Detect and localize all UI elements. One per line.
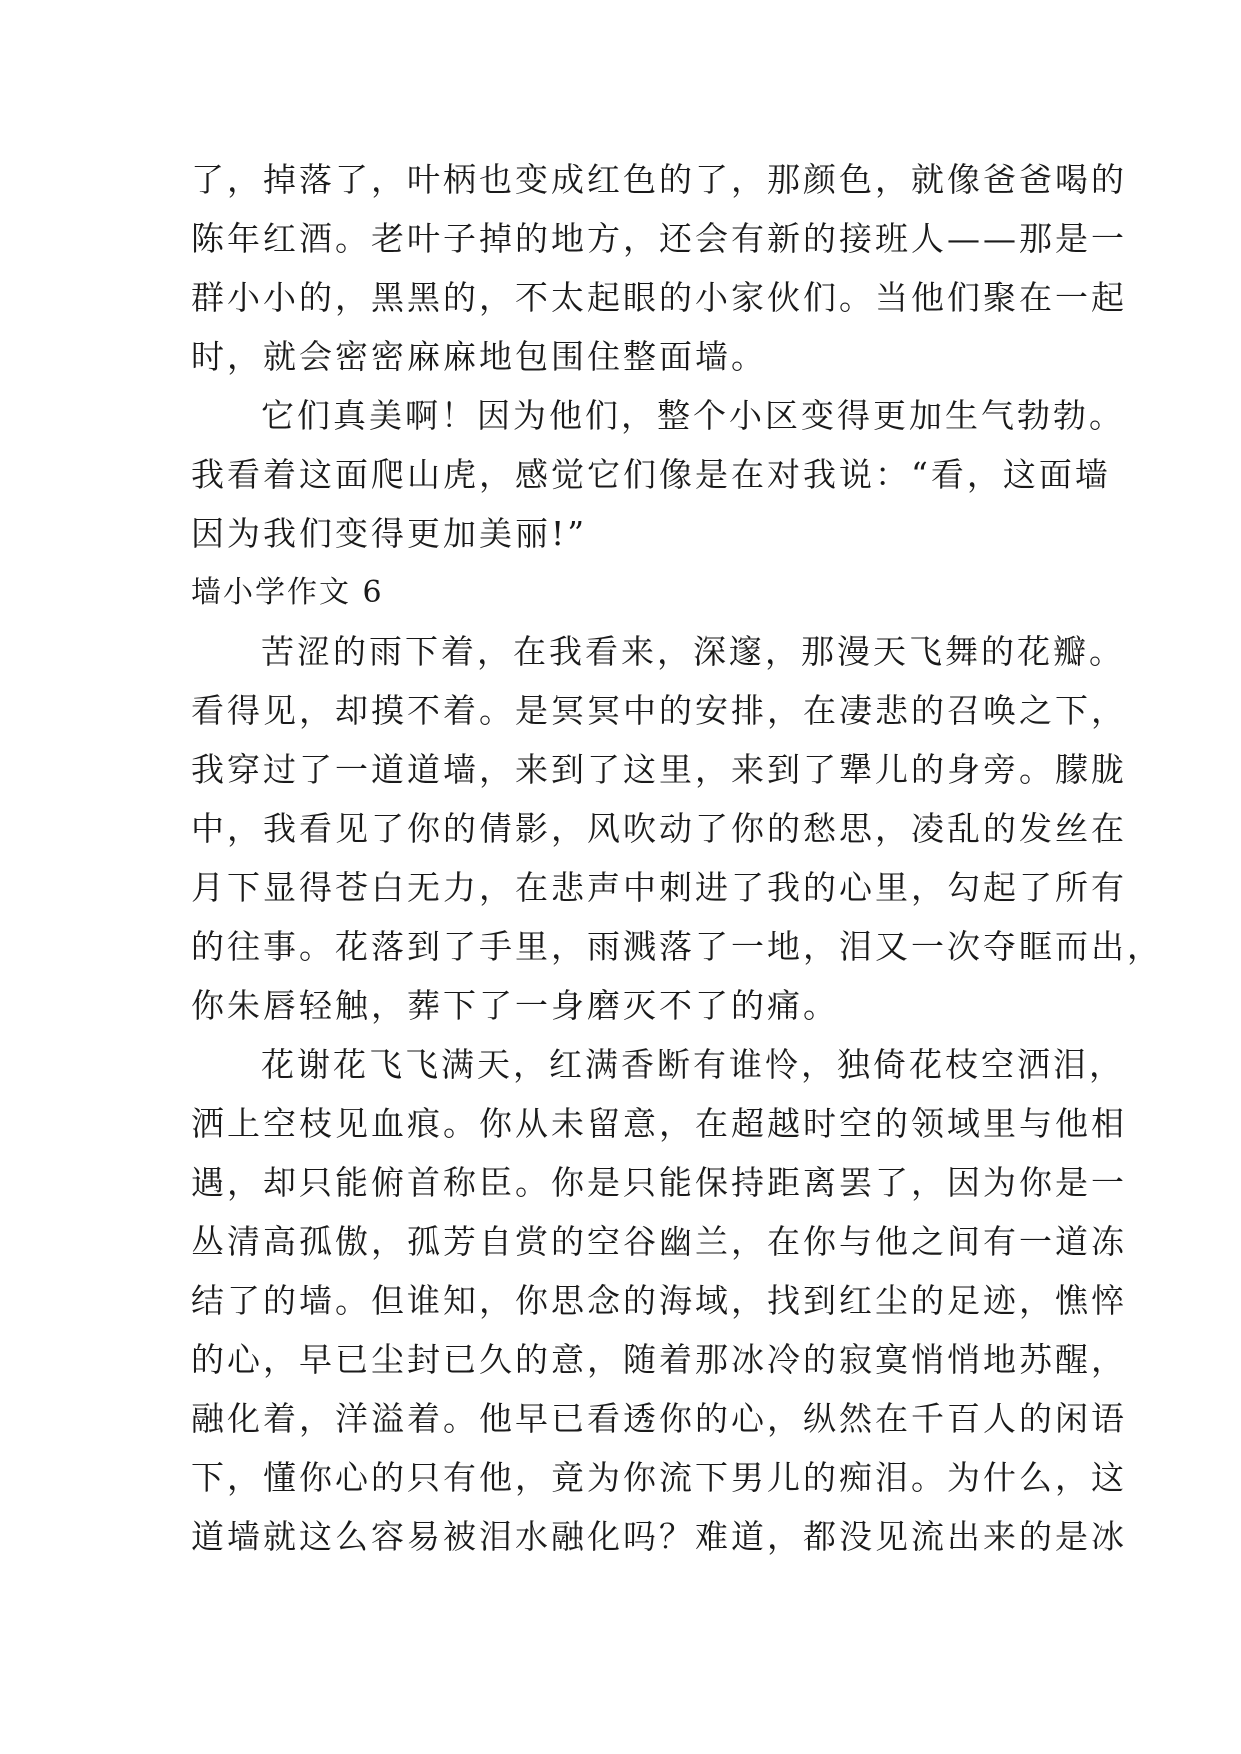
text-line: 了，掉落了，叶柄也变成红色的了，那颜色，就像爸爸喝的 [191, 160, 1127, 199]
text-line: 月下显得苍白无力，在悲声中刺进了我的心里，勾起了所有 [191, 868, 1127, 907]
text-line: 群小小的，黑黑的，不太起眼的小家伙们。当他们聚在一起 [191, 278, 1127, 317]
text-line: 的往事。花落到了手里，雨溅落了一地，泪又一次夺眶而出， [191, 927, 1163, 966]
text-line: 融化着，洋溢着。他早已看透你的心，纵然在千百人的闲语 [191, 1399, 1127, 1438]
text-line: 遇，却只能俯首称臣。你是只能保持距离罢了，因为你是一 [191, 1163, 1127, 1202]
text-line: 的心，早已尘封已久的意，随着那冰冷的寂寞悄悄地苏醒， [191, 1340, 1127, 1379]
text-line: 看得见，却摸不着。是冥冥中的安排，在凄悲的召唤之下， [191, 691, 1127, 730]
document-page [191, 150, 1163, 1566]
text-line: 道墙就这么容易被泪水融化吗？难道，都没见流出来的是冰 [191, 1517, 1127, 1556]
text-line: 陈年红酒。老叶子掉的地方，还会有新的接班人——那是一 [191, 219, 1127, 258]
text-line: 我穿过了一道道墙，来到了这里，来到了犟儿的身旁。朦胧 [191, 750, 1127, 789]
paragraph-first-line: 它们真美啊！因为他们，整个小区变得更加生气勃勃。 [261, 396, 1125, 435]
text-line: 我看着这面爬山虎，感觉它们像是在对我说：“看，这面墙 [191, 455, 1111, 494]
text-line: 时，就会密密麻麻地包围住整面墙。 [191, 337, 767, 376]
paragraph-first-line: 苦涩的雨下着，在我看来，深邃，那漫天飞舞的花瓣。 [261, 632, 1125, 671]
text-line: 中，我看见了你的倩影，风吹动了你的愁思，凌乱的发丝在 [191, 809, 1127, 848]
text-line: 洒上空枝见血痕。你从未留意，在超越时空的领域里与他相 [191, 1104, 1127, 1143]
section-heading: 墙小学作文 6 [191, 575, 384, 610]
text-line: 你朱唇轻触，葬下了一身磨灭不了的痛。 [191, 986, 839, 1025]
paragraph-first-line: 花谢花飞飞满天，红满香断有谁怜，独倚花枝空洒泪， [261, 1045, 1125, 1084]
text-line: 因为我们变得更加美丽!” [191, 514, 588, 553]
text-line: 丛清高孤傲，孤芳自赏的空谷幽兰，在你与他之间有一道冻 [191, 1222, 1127, 1261]
text-line: 结了的墙。但谁知，你思念的海域，找到红尘的足迹，憔悴 [191, 1281, 1127, 1320]
text-line: 下，懂你心的只有他，竟为你流下男儿的痴泪。为什么，这 [191, 1458, 1127, 1497]
